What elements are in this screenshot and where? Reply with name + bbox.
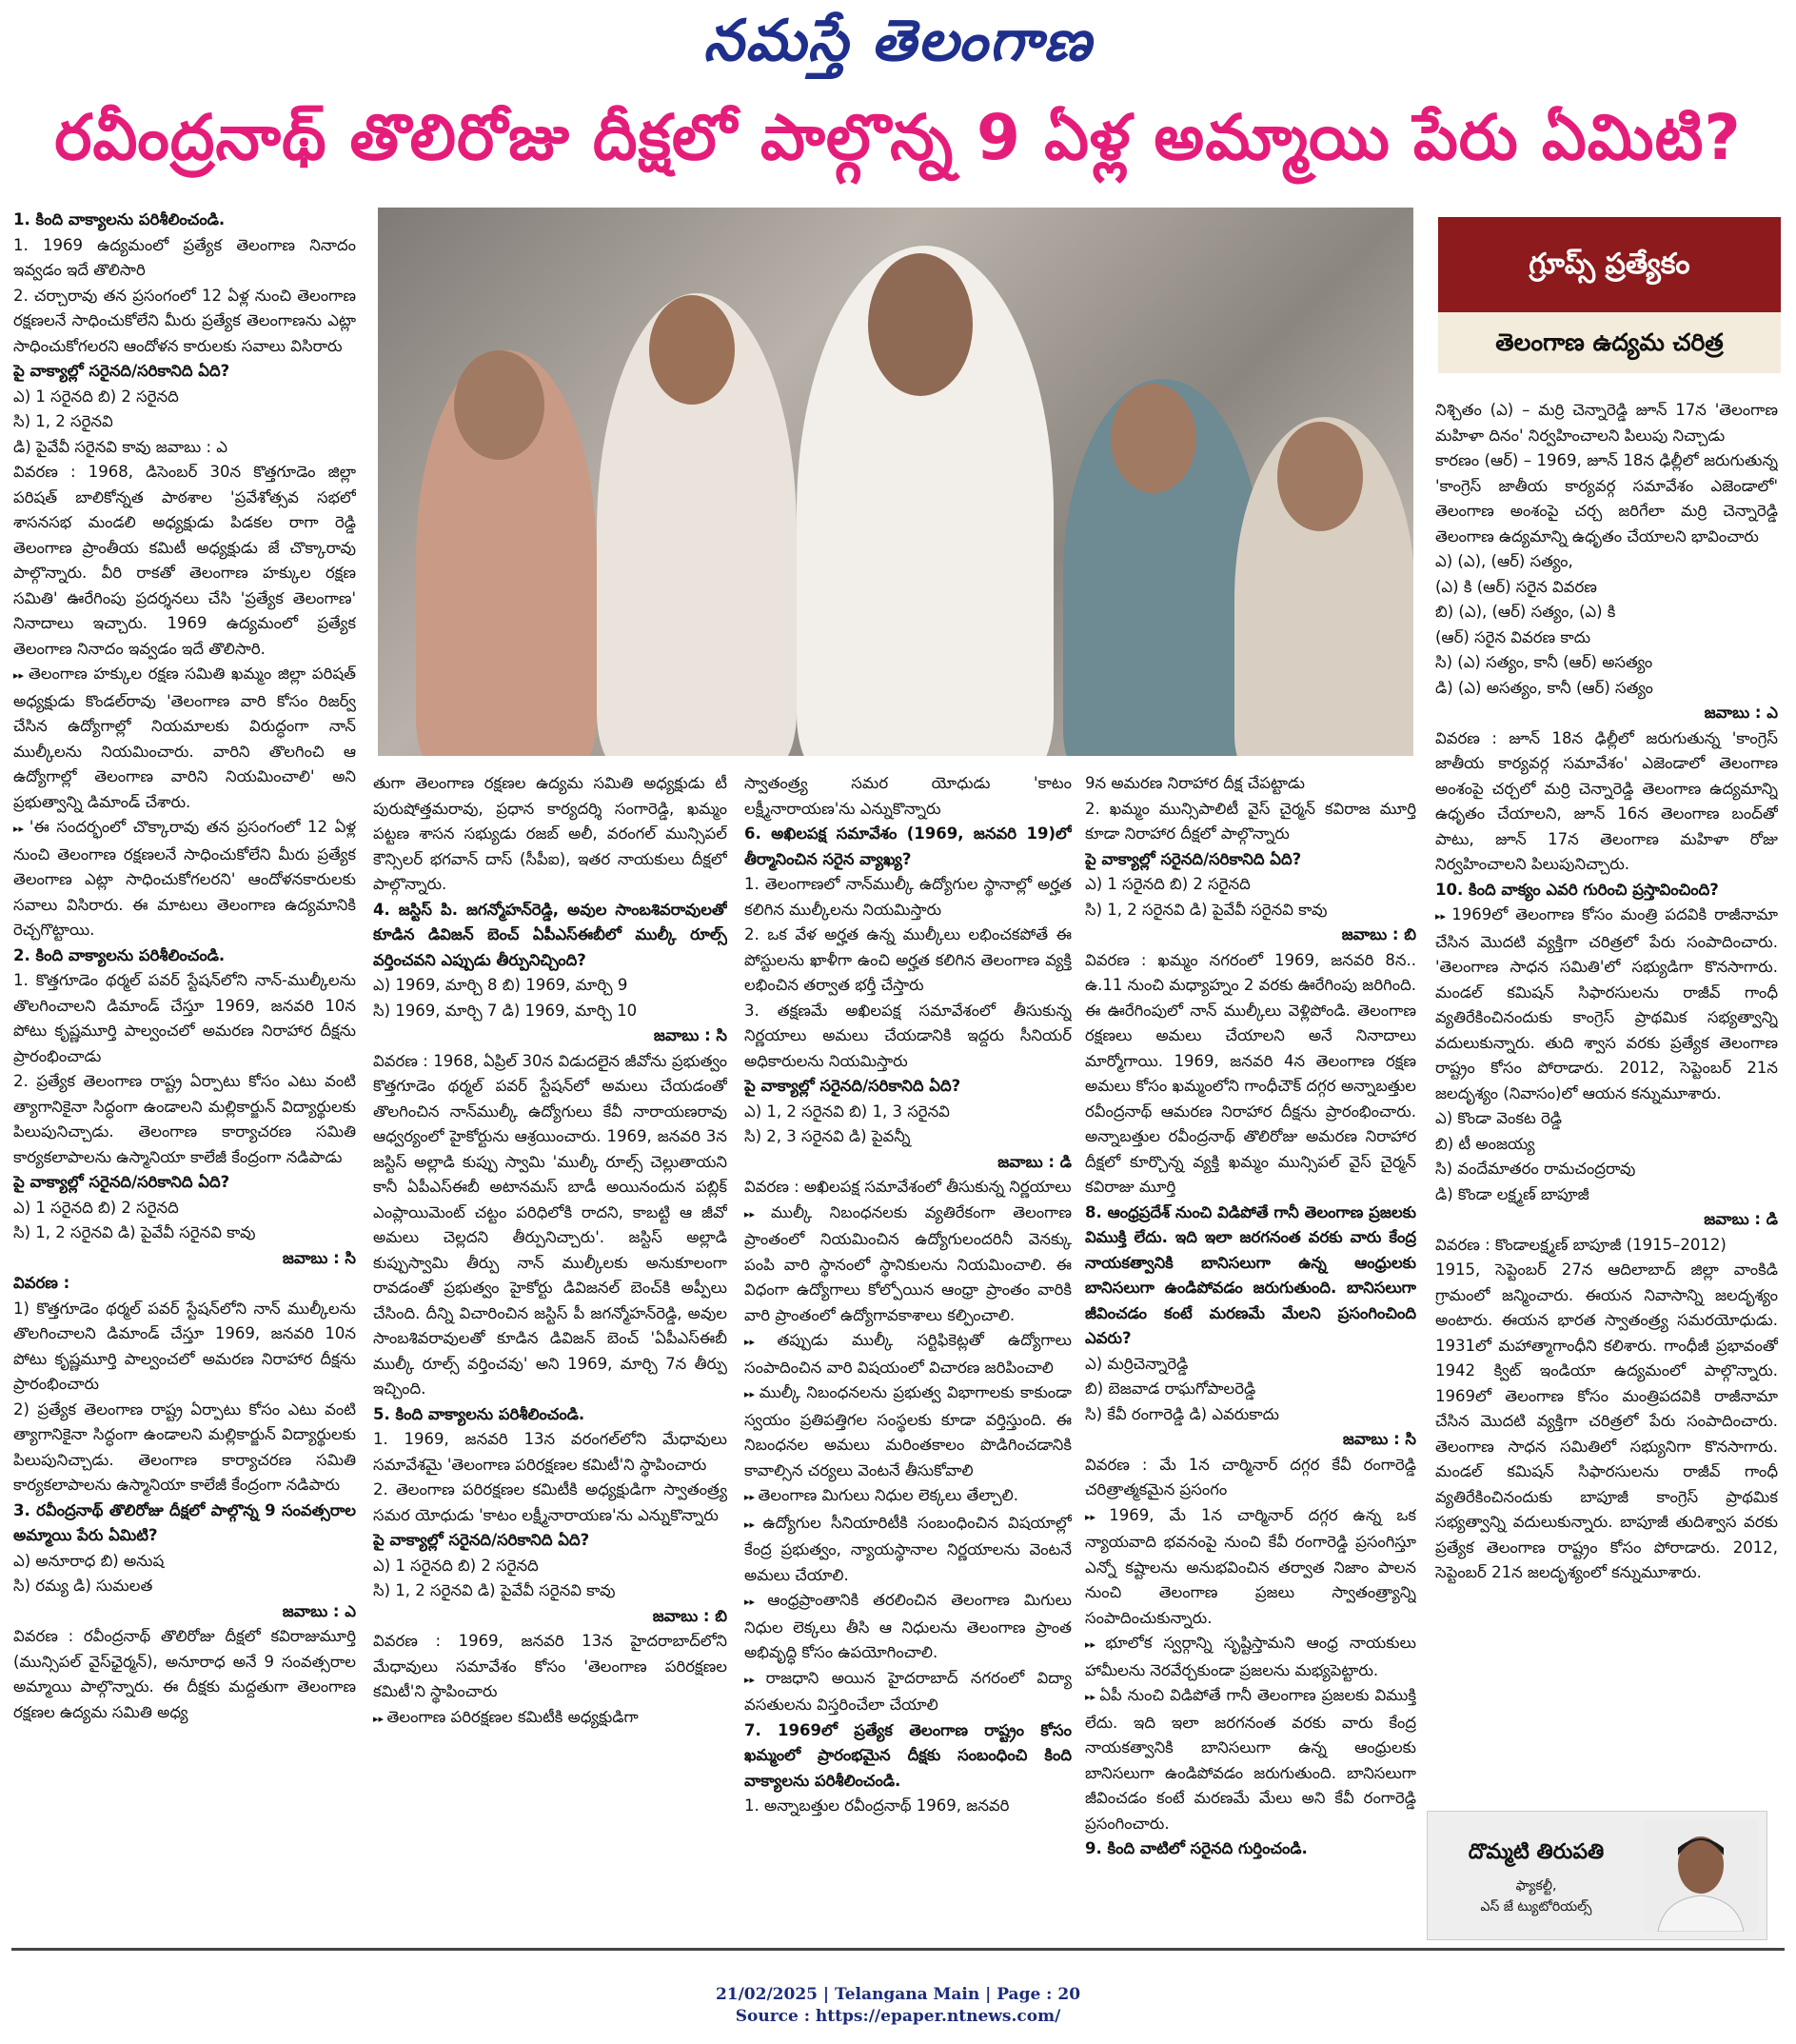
column-paragraph: పై వాక్యాల్లో సరైనది/సరికానిది ఏది?	[744, 1077, 961, 1095]
column-paragraph: 8. ఆంధ్రప్రదేశ్ నుంచి విడిపోతే గానీ తెలంగాణ ప్రజలకు విముక్తి లేదు. ఇది ఇలా జరగనంత వరకు వారు కేంద్ర నాయకత్వానికి బానిసలుగా ఉన్న ఆంధ్రులకు బానిసలుగా ఉండిపోవడం జరుగుతుంది. బానిసలుగా జీవించడం కంటే మరణమే మేలని ప్రసంగించింది ఎవరు?	[1085, 1202, 1416, 1347]
section-subtitle: తెలంగాణ ఉద్యమ చరిత్ర	[1438, 312, 1781, 373]
column-paragraph: పై వాక్యాల్లో సరైనది/సరికానిది ఏది?	[13, 1173, 230, 1191]
column-paragraph: 10. కింది వాక్యం ఎవరి గురించి ప్రస్తావించింది?	[1435, 880, 1719, 899]
column-paragraph: కారణం (ఆర్) – 1969, జూన్ 18న ఢిల్లీలో జరుగుతున్న 'కాంగ్రెస్ జాతీయ కార్యవర్గ సమావేశం ఎజెండాలో' తెలంగాణ అంశంపై చర్చ జరిగేలా మర్రి చెన్నారెడ్డి తెలంగాణ ఉద్యమాన్ని ఉధృతం చేయాలని భావించారు	[1435, 451, 1778, 546]
column-paragraph: 2. ప్రత్యేక తెలంగాణ రాష్ట్ర ఏర్పాటు కోసం ఎటు వంటి త్యాగానికైనా సిద్ధంగా ఉండాలని మల్లికార్జున్ విద్యార్థులకు పిలుపునిచ్చాడు. తెలంగాణ కార్యాచరణ సమితి కార్యకలాపాలను ఉస్మానియా కాలేజీ కేంద్రంగా నడిపాడు	[13, 1072, 356, 1166]
headline: రవీంద్రనాథ్ తొలిరోజు దీక్షలో పాల్గొన్న 9 ఏళ్ల అమ్మాయి పేరు ఏమిటి?	[54, 101, 1742, 174]
column-paragraph: వివరణ : 1968, ఏప్రిల్ 30న విడుదలైన జీవోను ప్రభుత్వం కొత్తగూడెం థర్మల్ పవర్ స్టేషన్‌లో అమలు చేయడంతో తొలగించిన నాన్‌ముల్కీ ఉద్యోగులు కేవీ నారాయణరావు ఆధ్వర్యంలో హైకోర్టును ఆశ్రయించారు. 1969, జనవరి 3న జస్టిస్ అల్లాడి కుప్పు స్వామి 'ముల్కీ రూల్స్ చెల్లుతాయని కానీ ఏపీఎస్‌ఈబీ అటానమస్ బాడీ అయినందున పబ్లిక్ ఎంప్లాయిమెంట్ చట్టం పరిధిలోకి రాదని, కాబట్టి ఆ జీవో అమలు చెల్లదని తీర్పునిచ్చారు'. జస్టిస్ అల్లాడి కుప్పుస్వామి తీర్పు నాన్ ముల్కీలకు అనుకూలంగా రావడంతో ప్రభుత్వం హైకోర్టు డివిజనల్ బెంచ్‌కి అప్పీలు చేసింది. దీన్ని విచారించిన జస్టిస్ పీ జగన్మోహన్‌రెడ్డి, అవుల సాంబశివరావులతో కూడిన డివిజన్ బెంచ్ 'ఏపీఎస్‌ఈబీ ముల్కీ రూల్స్ వర్తించవు' అని 1969, మార్చి 7న తీర్పు ఇచ్చింది.	[373, 1051, 727, 1398]
column-paragraph: ఎ) 1969, మార్చి 8 బి) 1969, మార్చి 9	[373, 976, 628, 994]
column-paragraph: 2. చర్చారావు తన ప్రసంగంలో 12 ఏళ్ల నుంచి తెలంగాణ రక్షణలనే సాధించుకోలేని మీరు ప్రత్యేక తెలంగాణను ఎట్లా సాధించుకోగలరని ఆందోళన కారులకు సవాలు విసిరారు	[13, 286, 356, 355]
column-paragraph: 5. కింది వాక్యాలను పరిశీలించండి.	[373, 1404, 585, 1423]
footer-date-page: 21/02/2025 | Telangana Main | Page : 20	[715, 1985, 1081, 2004]
column-paragraph: వివరణ : జూన్ 18న ఢిల్లీలో జరుగుతున్న 'కాంగ్రెస్ జాతీయ కార్యవర్గ సమావేశం' ఎజెండాలో తెలంగాణ అంశంపై చర్చలో మర్రి చెన్నారెడ్డి తెలంగాణ ఉద్యమాన్ని ఉధృతం చేయాలని, జూన్ 16న తెలంగాణ బంద్‌తో పాటు, జూన్ 17న తెలంగాణ మహిళా రోజు నిర్వహించాలని పిలుపునిచ్చారు.	[1435, 728, 1778, 873]
column-paragraph: వివరణ :	[13, 1274, 70, 1292]
column-paragraph: వివరణ : అఖిలపక్ష సమావేశంలో తీసుకున్న నిర్ణయాలు	[744, 1178, 1072, 1196]
column-paragraph: బి) టీ అంజయ్య	[1435, 1134, 1535, 1153]
column-paragraph: 1. అన్నాబత్తుల రవీంద్రనాథ్ 1969, జనవరి	[744, 1796, 1010, 1815]
column-paragraph: 1. 1969, జనవరి 13న వరంగల్‌లోని మేధావులు సమావేశమై 'తెలంగాణ పరిరక్షణల కమిటీ'ని స్థాపించారు	[373, 1430, 727, 1474]
column-paragraph: జవాబు : బి	[652, 1606, 727, 1625]
column-1	[13, 208, 356, 1864]
footer-rule	[11, 1948, 1785, 1951]
author-role: ఫ్యాకల్టీ,	[1515, 1878, 1557, 1894]
column-paragraph: ఎ) 1 సరైనది బి) 2 సరైనది	[13, 1198, 179, 1217]
column-paragraph: 2. తెలంగాణ పరిరక్షణల కమిటీకి అధ్యక్షుడిగా స్వాతంత్ర్య సమర యోధుడు 'కాటం లక్ష్మీనారాయణ'ను ఎన్నుకొన్నారు	[373, 1480, 727, 1524]
column-paragraph: 3. రవీంద్రనాథ్ తొలిరోజు దీక్షలో పాల్గొన్న 9 సంవత్సరాల అమ్మాయి పేరు ఏమిటి?	[13, 1500, 356, 1544]
column-paragraph: నిశ్చితం (ఎ) – మర్రి చెన్నారెడ్డి జూన్ 17న 'తెలంగాణ మహిళా దినం' నిర్వహించాలని పిలుపు నిచ్చాడు	[1435, 401, 1778, 445]
masthead-logo: నమస్తే తెలంగాణ	[702, 8, 1094, 74]
column-paragraph: ఎ) మర్రిచెన్నారెడ్డి	[1085, 1354, 1189, 1373]
column-paragraph: ఎ) (ఎ), (ఆర్) సత్యం,	[1435, 552, 1573, 570]
column-paragraph: 1915, సెప్టెంబర్ 27న ఆదిలాబాద్ జిల్లా వాంకిడి గ్రామంలో జన్మించారు. ఈయన నివాసాన్ని జలదృశ్యం అంటారు. ఈయన భారత స్వాతంత్ర్య సమరయోధుడు. 1931లో మహాత్మాగాంధీని కలిశారు. గాంధీజీ ప్రభావంతో 1942 క్విట్ ఇండియా ఉద్యమంలో పాల్గొన్నారు. 1969లో తెలంగాణ కోసం మంత్రిపదవికి రాజీనామా చేసిన మొదటి వ్యక్తిగా చరిత్రలో పేరు సంపాదించారు. తెలంగాణ సాధన సమితిలో సభ్యునిగా కొనసాగారు. మండల్ కమిషన్ సిఫారసులను రాజీవ్ గాంధీ వ్యతిరేకించినందుకు బాపూజీ కాంగ్రెస్ ప్రాథమిక సభ్యత్వాన్ని వదులుకున్నారు. బాపూజీ తుదిశ్వాస వరకు ప్రత్యేక తెలంగాణ రాష్ట్రం కోసం పోరాడారు. 2012, సెప్టెంబర్ 21న జలదృశ్యంలో కన్నుమూశారు.	[1435, 1260, 1778, 1581]
column-paragraph: పై వాక్యాల్లో సరైనది/సరికానిది ఏది?	[1085, 849, 1302, 868]
column-paragraph: 2. ఖమ్మం మున్సిపాలిటీ వైస్ చైర్మన్ కవిరాజ మూర్తి కూడా నిరాహార దీక్షలో పాల్గొన్నారు	[1085, 799, 1416, 843]
column-2	[373, 771, 727, 1866]
column-paragraph: జవాబు : బి	[1341, 925, 1416, 943]
column-paragraph: సి) కేవీ రంగారెడ్డి డి) ఎవరుకాదు	[1085, 1404, 1279, 1423]
column-paragraph: 9. కింది వాటిలో సరైనది గుర్తించండి.	[1085, 1839, 1308, 1857]
column-paragraph: 1. 1969 ఉద్యమంలో ప్రత్యేక తెలంగాణ నినాదం ఇవ్వడం ఇదే తొలిసారి	[13, 235, 356, 279]
column-paragraph: సి) 1, 2 సరైనవి డి) పైవేవీ సరైనవి కావు	[1085, 900, 1328, 919]
column-paragraph: ▸▸ భూలోక స్వర్గాన్ని సృష్టిస్తామని ఆంధ్ర నాయకులు హామీలను నెరవేర్చకుండా ప్రజలను మభ్యపెట్టారు.	[1085, 1631, 1416, 1683]
column-paragraph: పై వాక్యాల్లో సరైనది/సరికానిది ఏది?	[373, 1531, 590, 1549]
column-paragraph: వివరణ : ఖమ్మం నగరంలో 1969, జనవరి 8న.. ఉ.11 నుంచి మధ్యాహ్నం 2 వరకు ఊరేగింపు జరిగింది. ఈ ఊరేగింపులో నాన్ ముల్కీలు వెళ్లిపోండి. తెలంగాణ రక్షణలు అమలు చేయాలని అనే నినాదాలు మార్మోగాయి. 1969, జనవరి 4న తెలంగాణ రక్షణ అమలు కోసం ఖమ్మంలోని గాంధీచౌక్ దగ్గర అన్నాబత్తుల రవీంద్రనాథ్ ఆమరణ నిరాహార దీక్షను ప్రారంభించారు. అన్నాబత్తుల రవీంద్రనాథ్ తొలిరోజు అమరణ నిరాహార దీక్షలో కూర్చొన్న వ్యక్తి ఖమ్మం మున్సిపల్ వైస్ చైర్మన్ కవిరాజు మూర్తి	[1085, 950, 1416, 1196]
column-paragraph: తుగా తెలంగాణ రక్షణల ఉద్యమ సమితి అధ్యక్షుడు టీ పురుషోత్తమరావు, ప్రధాన కార్యదర్శి సంగారెడ్డి, ఖమ్మం పట్టణ శాసన సభ్యుడు రజబ్ అలీ, వరంగల్ మున్సిపల్ కౌన్సిలర్ భగవాన్ దాస్ (సీపీఐ), ఇతర నాయకులు దీక్షలో పాల్గొన్నారు.	[373, 774, 727, 893]
column-4	[1085, 771, 1416, 1866]
column-paragraph: డి) (ఎ) అసత్యం, కానీ (ఆర్) సత్యం	[1435, 678, 1653, 697]
column-paragraph: ▸▸ 'ఈ సందర్భంలో చొక్కారావు తన ప్రసంగంలో 12 ఏళ్ల నుంచి తెలంగాణ రక్షణలనే సాధించుకోలేని మీరు ప్రత్యేక తెలంగాణ ఎట్లా సాధించుకోగలరని' ఆందోళనకారులకు సవాలు విసిరారు. ఈ మాటలు తెలంగాణ ఉద్యమానికి రెచ్చగొట్టాయి.	[13, 815, 356, 943]
column-paragraph: ఎ) కొండా వెంకట రెడ్డి	[1435, 1109, 1562, 1127]
column-paragraph: బి) (ఎ), (ఆర్) సత్యం, (ఎ) కి	[1435, 603, 1616, 621]
column-paragraph: 4. జస్టిస్ పి. జగన్మోహన్‌రెడ్డి, అవుల సాంబశివరావులతో కూడిన డివిజన్ బెంచ్ ఏపీఎస్‌ఈబీలో ముల్కీ రూల్స్ వర్తించవని ఎప్పుడు తీర్పునిచ్చింది?	[373, 900, 727, 969]
column-paragraph: ఎ) 1, 2 సరైనవి బి) 1, 3 సరైనవి	[744, 1101, 950, 1121]
column-paragraph: 1. తెలంగాణలో నాన్‌ముల్కీ ఉద్యోగుల స్థానాల్లో అర్హత కలిగిన ముల్కీలను నియమిస్తారు	[744, 875, 1072, 919]
column-paragraph: 7. 1969లో ప్రత్యేక తెలంగాణ రాష్ట్రం కోసం ఖమ్మంలో ప్రారంభమైన దీక్షకు సంబంధించి కింది వాక్యాలను పరిశీలించండి.	[744, 1720, 1072, 1790]
column-paragraph: ▸▸ ఉద్యోగుల సీనియారిటీకి సంబంధించిన విషయాల్లో కేంద్ర ప్రభుత్వం, న్యాయస్థానాల నిర్ణయాలను వెంటనే అమలు చేయాలి.	[744, 1511, 1072, 1589]
column-paragraph: ఎ) 1 సరైనది బి) 2 సరైనది	[13, 387, 179, 406]
column-paragraph: ▸▸ ముల్కీ నిబంధనలకు వ్యతిరేకంగా తెలంగాణ ప్రాంతంలో నియమించిన ఉద్యోగులందరినీ వెనక్కు పంపి వారి స్థానంలో స్థానికులను నియమించాలి. ఈ విధంగా ఉద్యోగాలు కోల్పోయిన ఆంధ్రా ప్రాంతం వారికి వారి ప్రాంతంలో ఉద్యోగావకాశాలు కల్పించాలి.	[744, 1201, 1072, 1329]
column-paragraph: జవాబు : డి	[997, 1152, 1072, 1171]
column-paragraph: 2. కింది వాక్యాలను పరిశీలించండి.	[13, 945, 226, 964]
column-paragraph: పై వాక్యాల్లో సరైనది/సరికానిది ఏది?	[13, 362, 230, 380]
column-paragraph: ఎ) 1 సరైనది బి) 2 సరైనది	[1085, 875, 1251, 893]
column-paragraph: 1) కొత్తగూడెం థర్మల్ పవర్ స్టేషన్‌లోని నాన్ ముల్కీలను తొలగించాలని డిమాండ్ చేస్తూ 1969, జనవరి 10న పోటు కృష్ణమూర్తి పాల్వంచలో అమరణ నిరాహార దీక్షను ప్రారంభించారు	[13, 1299, 356, 1393]
author-org: ఎస్ జే ట్యుటోరియల్స్	[1480, 1899, 1592, 1915]
column-paragraph: సి) 1, 2 సరైనవి	[13, 412, 113, 430]
author-name: దొమ్మటి తిరుపతి	[1468, 1840, 1605, 1864]
column-paragraph: ▸▸ 1969లో తెలంగాణ కోసం మంత్రి పదవికి రాజీనామా చేసిన మొదటి వ్యక్తిగా చరిత్రలో పేరు సంపాదించారు. 'తెలంగాణ సాధన సమితి'లో సభ్యుడిగా కొనసాగారు. మండల్ కమిషన్ సిఫారసులను రాజీవ్ గాంధీ వ్యతిరేకించినందుకు కాంగ్రెస్ ప్రాథమిక సభ్యత్వాన్ని వదులుకున్నారు. తుది శ్వాస వరకు ప్రత్యేక తెలంగాణ రాష్ట్రం కోసం పోరాడారు. 2012, సెప్టెంబర్ 21న జలదృశ్యం (నివాసం)లో ఆయన కన్నుమూశారు.	[1435, 903, 1778, 1106]
column-paragraph: వివరణ : కొండాలక్ష్మణ్ బాపూజీ (1915–2012)	[1435, 1235, 1727, 1254]
column-paragraph: ▸▸ తెలంగాణ మిగులు నిధుల లెక్కలు తేల్చాలి.	[744, 1483, 1072, 1511]
column-paragraph: 3. తక్షణమే అఖిలపక్ష సమావేశంలో తీసుకున్న నిర్ణయాలు అమలు చేయడానికి ఇద్దరు సీనియర్ అధికారులను నియమిస్తారు	[744, 1001, 1072, 1070]
column-paragraph: డి) పైవేవీ సరైనవి కావు జవాబు : ఎ	[13, 437, 227, 456]
column-paragraph: సి) 1969, మార్చి 7 డి) 1969, మార్చి 10	[373, 1001, 638, 1020]
column-paragraph: ▸▸ 1969, మే 1న చార్మినార్ దగ్గర ఉన్న ఒక న్యాయవాది భవనంపై నుంచి కేవీ రంగారెడ్డి ప్రసంగిస్తూ ఎన్నో కష్టాలను అనుభవించిన తర్వాత నిజాం పాలన నుంచి తెలంగాణ ప్రజలు స్వాతంత్ర్యాన్ని సంపాదించుకున్నారు.	[1085, 1503, 1416, 1632]
column-paragraph: ▸▸ రాజధాని అయిన హైదరాబాద్ నగరంలో విద్యా వసతులను విస్తరించేలా చేయాలి	[744, 1666, 1072, 1718]
column-paragraph: (ఆర్) సరైన వివరణ కాదు	[1435, 627, 1591, 646]
column-paragraph: ▸▸ ఏపీ నుంచి విడిపోతే గానీ తెలంగాణ ప్రజలకు విముక్తి లేదు. ఇది ఇలా జరగనంత వరకు వారు కేంద్ర నాయకత్వానికి బానిసలుగా ఉన్న ఆంధ్రులకు బానిసలుగా ఉండిపోవడం జరుగుతుంది. బానిసలుగా జీవించడం కంటే మరణమే మేలు అని కేవీ రంగారెడ్డి ప్రసంగించారు.	[1085, 1683, 1416, 1836]
column-paragraph: 6. అఖిలపక్ష సమావేశం (1969, జనవరి 19)లో తీర్మానించిన సరైన వ్యాఖ్య?	[744, 824, 1072, 868]
column-paragraph: ఎ) 1 సరైనది బి) 2 సరైనది	[373, 1556, 539, 1575]
column-paragraph: వివరణ : రవీంద్రనాథ్ తొలిరోజు దీక్షలో కవిరాజుమూర్తి (మున్సిపల్ వైస్‌ఛైర్మన్), అనూరాధ అనే 9 సంవత్సరాల అమ్మాయి పాల్గొన్నారు. ఈ దీక్షకు మద్దతుగా తెలంగాణ రక్షణల ఉద్యమ సమితి అధ్య	[13, 1627, 356, 1721]
column-paragraph: జవాబు : ఎ	[1704, 704, 1778, 722]
column-paragraph: 2. ఒక వేళ అర్హత ఉన్న ముల్కీలు లభించకపోతే ఈ పోస్టులను ఖాళీగా ఉంచి అర్హత కలిగిన తెలంగాణ వ్యక్తి లభించిన తర్వాత భర్తీ చేస్తారు	[744, 925, 1072, 994]
column-paragraph: ▸▸ తెలంగాణ హక్కుల రక్షణ సమితి ఖమ్మం జిల్లా పరిషత్ అధ్యక్షుడు కొండల్‌రావు 'తెలంగాణ వారి కోసం రిజర్వ్ చేసిన ఉద్యోగాల్లో నియమాలకు విరుద్ధంగా నాన్ ముల్కీలను నియమించారు. వారిని తొలగించి ఆ ఉద్యోగాల్లో తెలంగాణ వారిని నియమించాలి' అని ప్రభుత్వాన్ని డిమాండ్ చేశారు.	[13, 662, 356, 815]
column-paragraph: 2) ప్రత్యేక తెలంగాణ రాష్ట్ర ఏర్పాటు కోసం ఎటు వంటి త్యాగానికైనా సిద్ధంగా ఉండాలని మల్లికార్జున్ విద్యార్థులకు పిలుపునిచ్చాడు. తెలంగాణ కార్యాచరణ సమితి కార్యకలాపాలను ఉస్మానియా కాలేజీ కేంద్రంగా నడిపారు	[13, 1399, 356, 1494]
column-paragraph: 1. కొత్తగూడెం థర్మల్ పవర్ స్టేషన్‌లోని నాన్-ముల్కీలను తొలగించాలని డిమాండ్ చేస్తూ 1969, జనవరి 10న పోటు కృష్ణమూర్తి పాల్వంచలో అమరణ నిరాహార దీక్షను ప్రారంభించాడు	[13, 971, 356, 1065]
section-badge: గ్రూప్స్ ప్రత్యేకం	[1438, 217, 1781, 312]
footer-source: Source : https://epaper.ntnews.com/	[735, 2007, 1061, 2026]
column-paragraph: వివరణ : మే 1న చార్మినార్ దగ్గర కేవీ రంగారెడ్డి చరిత్రాత్మకమైన ప్రసంగం	[1085, 1455, 1416, 1498]
column-paragraph: 1. కింది వాక్యాలను పరిశీలించండి.	[13, 210, 226, 228]
author-box	[1427, 1811, 1767, 1940]
column-paragraph: డి) కొండా లక్ష్మణ్ బాపూజీ	[1435, 1184, 1589, 1203]
column-paragraph: ▸▸ ముల్కీ నిబంధనలను ప్రభుత్వ విభాగాలకు కాకుండా స్వయం ప్రతిపత్తిగల సంస్థలకు కూడా వర్తిస్తుంది. ఈ నిబంధనల అమలు మరింతకాలం పొడిగించడానికి కావాల్సిన చర్యలు వెంటనే తీసుకోవాలి	[744, 1380, 1072, 1483]
column-paragraph: జవాబు : సి	[1342, 1430, 1416, 1448]
column-paragraph: వివరణ : 1968, డిసెంబర్ 30న కొత్తగూడెం జిల్లా పరిషత్ బాలికోన్నత పాఠశాల 'ప్రవేశోత్సవ సభలో శాసనసభ మండలి అధ్యక్షుడు పిడకల రాగా రెడ్డి తెలంగాణ ప్రాంతీయ కమిటీ అధ్యక్షుడు జే చొక్కారావు పాల్గొన్నారు. వీరి రాకతో తెలంగాణ హక్కుల రక్షణ సమితి' ఊరేగింపు ప్రదర్శనలు చేసి 'ప్రత్యేక తెలంగాణ' నినాదాలు ఇచ్చారు. 1969 ఉద్యమంలో ప్రత్యేక తెలంగాణ నినాదం ఇవ్వడం ఇదే తొలిసారి.	[13, 463, 356, 658]
column-paragraph: సి) 1, 2 సరైనవి డి) పైవేవీ సరైనవి కావు	[13, 1223, 256, 1241]
column-paragraph: వివరణ : 1969, జనవరి 13న హైదరాబాద్‌లోని మేధావులు సమావేశం కోసం 'తెలంగాణ పరిరక్షణల కమిటీ'ని స్థాపించారు	[373, 1632, 727, 1700]
column-paragraph: జవాబు : సి	[282, 1248, 356, 1267]
column-paragraph: (ఎ) కి (ఆర్) సరైన వివరణ	[1435, 577, 1597, 596]
column-paragraph: సి) (ఎ) సత్యం, కానీ (ఆర్) అసత్యం	[1435, 653, 1653, 671]
column-paragraph: సి) రమ్య డి) సుమలత	[13, 1577, 153, 1595]
column-paragraph: జవాబు : ఎ	[282, 1601, 356, 1620]
column-paragraph: జవాబు : సి	[653, 1026, 727, 1044]
column-paragraph: ఎ) అనూరాధ బి) అనుష	[13, 1551, 165, 1570]
article-photo	[378, 208, 1413, 756]
column-paragraph: బి) బెజవాడ రాఘగోపాలరెడ్డి	[1085, 1379, 1256, 1398]
column-paragraph: జవాబు : డి	[1704, 1210, 1778, 1228]
column-paragraph: స్వాతంత్ర్య సమర యోధుడు 'కాటం లక్ష్మీనారాయణ'ను ఎన్నుకొన్నారు	[744, 774, 1072, 818]
column-paragraph: ▸▸ ఆంధ్రప్రాంతానికి తరలించిన తెలంగాణ మిగులు నిధుల లెక్కలు తీసి ఆ నిధులను తెలంగాణ ప్రాంత అభివృద్ధి కోసం ఉపయోగించాలి.	[744, 1588, 1072, 1666]
column-paragraph: సి) 2, 3 సరైనవి డి) పైవన్నీ	[744, 1127, 911, 1145]
column-paragraph: 9న అమరణ నిరాహార దీక్ష చేపట్టాడు	[1085, 774, 1305, 792]
column-paragraph: సి) 1, 2 సరైనవి డి) పైవేవీ సరైనవి కావు	[373, 1581, 616, 1599]
column-paragraph: ▸▸ తప్పుడు ముల్కీ సర్టిఫికెట్లతో ఉద్యోగాలు సంపాదించిన వారి విషయంలో విచారణ జరిపించాలి	[744, 1328, 1072, 1380]
column-paragraph: ▸▸ తెలంగాణ పరిరక్షణల కమిటీకి అధ్యక్షుడిగా	[373, 1705, 727, 1733]
column-paragraph: సి) వందేమాతరం రామచంద్రరావు	[1435, 1160, 1636, 1178]
column-3	[744, 771, 1072, 1866]
author-photo	[1645, 1819, 1757, 1932]
column-5	[1435, 398, 1778, 1807]
